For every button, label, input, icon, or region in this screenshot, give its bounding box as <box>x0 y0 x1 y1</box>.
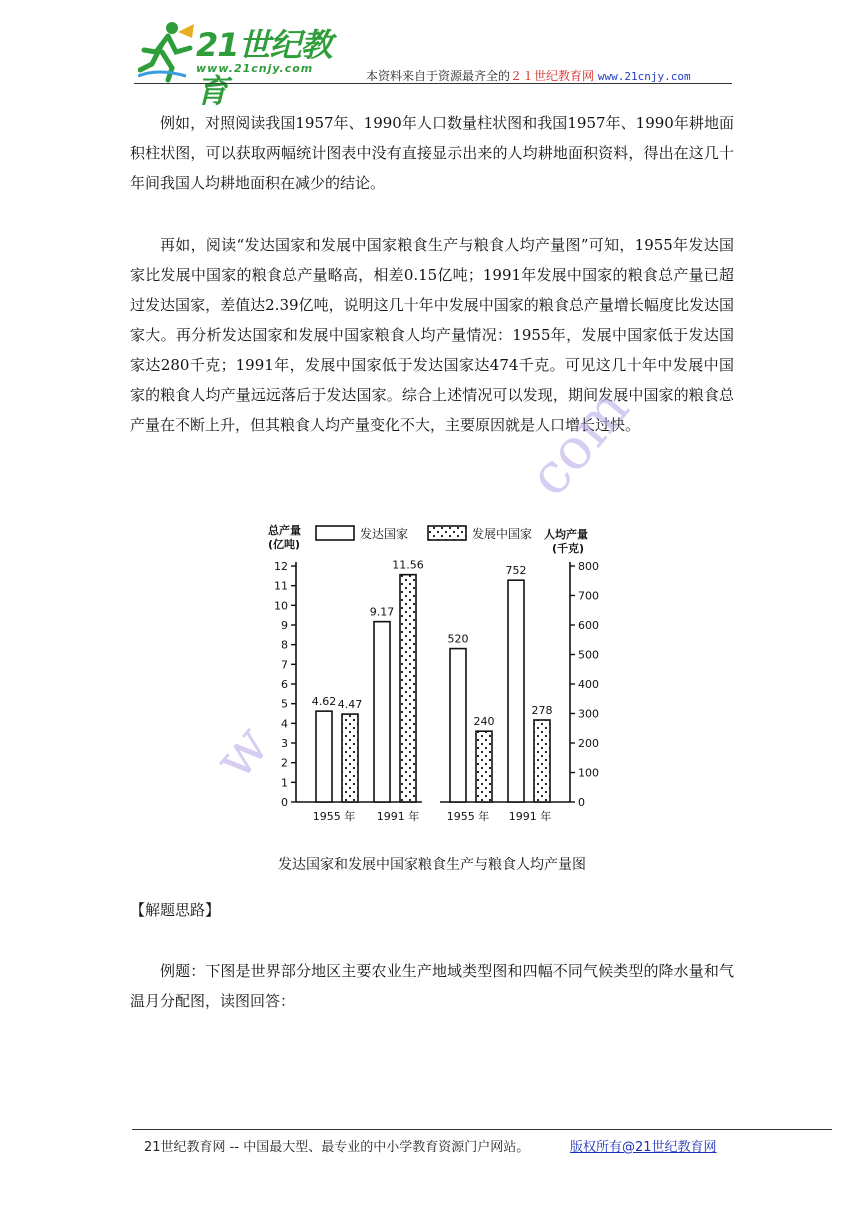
bar-value-label: 278 <box>531 703 553 717</box>
right-axis-tick-label: 400 <box>578 678 599 691</box>
header-source-note <box>366 67 691 84</box>
logo-title: 21世纪教育 <box>196 26 332 110</box>
left-axis-tick-label: 3 <box>281 737 288 750</box>
paragraph-1: 例如，对照阅读我国1957年、1990年人口数量柱状图和我国1957年、1990年耕地面积柱状图，可以获取两幅统计图表中没有直接显示出来的人均耕地面积资料，得出在这几十年间我国人均耕地面积在减少的结论。 <box>130 114 734 192</box>
bar-total-developing-0 <box>342 714 358 802</box>
left-axis-title: 总产量 <box>268 524 301 537</box>
left-axis-tick-label: 2 <box>281 756 288 770</box>
bar-value-label: 4.47 <box>337 698 363 712</box>
right-axis-tick-label: 500 <box>578 648 599 662</box>
bar-value-label: 240 <box>473 715 495 729</box>
page-header <box>0 0 860 110</box>
right-axis-tick-label: 700 <box>578 589 599 603</box>
left-axis-tick-label: 12 <box>274 560 288 573</box>
right-axis-tick-label: 300 <box>578 707 599 721</box>
bar-value-label: 4.62 <box>311 695 337 709</box>
header-note-site[interactable]: ２１世纪教育网 <box>510 69 595 83</box>
bar-percapita-developed-1 <box>508 580 524 802</box>
right-axis-unit: (千克) <box>552 542 585 555</box>
left-axis-tick-label: 1 <box>281 776 288 790</box>
header-divider <box>134 83 732 84</box>
runner-logo-icon <box>138 18 198 84</box>
header-note-prefix: 本资料来自于资源最齐全的 <box>366 69 511 83</box>
bar-value-label: 520 <box>447 632 469 646</box>
left-axis-tick-label: 10 <box>274 599 288 613</box>
right-axis-tick-label: 100 <box>578 766 599 780</box>
left-axis-tick-label: 0 <box>281 796 288 809</box>
left-axis-tick-label: 6 <box>281 678 288 691</box>
category-label: 1991 年 <box>376 810 420 823</box>
right-axis-tick-label: 200 <box>578 737 599 750</box>
right-axis-tick-label: 800 <box>578 560 599 573</box>
footer-divider <box>132 1129 832 1130</box>
category-label: 1955 年 <box>446 810 490 823</box>
left-axis-tick-label: 7 <box>281 658 288 672</box>
grain-chart-svg <box>252 514 612 834</box>
legend-swatch-developed <box>316 526 354 540</box>
logo-url: www.21cnjy.com <box>196 62 314 75</box>
legend-label-developing: 发展中国家 <box>472 527 533 541</box>
chart-caption: 发达国家和发展中国家粮食生产与粮食人均产量图 <box>278 857 586 873</box>
right-axis-tick-label: 600 <box>578 619 599 632</box>
bar-value-label: 752 <box>505 564 527 578</box>
category-label: 1991 年 <box>508 810 552 823</box>
left-axis-tick-label: 5 <box>281 697 288 711</box>
right-axis-tick-label: 0 <box>578 796 585 809</box>
bar-total-developed-0 <box>316 711 332 802</box>
category-label: 1955 年 <box>312 810 356 823</box>
legend-label-developed: 发达国家 <box>360 527 409 541</box>
bar-value-label: 9.17 <box>369 605 395 619</box>
left-axis-tick-label: 11 <box>274 579 288 593</box>
header-note-url[interactable]: www.21cnjy.com <box>597 70 691 83</box>
site-logo[interactable] <box>138 18 348 110</box>
bar-percapita-developed-0 <box>450 649 466 802</box>
paragraph-3: 例题：下图是世界部分地区主要农业生产地域类型图和四幅不同气候类型的降水量和气温月分配图，读图回答： <box>130 962 734 1010</box>
left-axis-tick-label: 9 <box>281 619 288 632</box>
watermark-w: w <box>201 713 283 792</box>
left-axis-unit: (亿吨) <box>268 538 301 551</box>
left-axis-tick-label: 4 <box>281 717 288 731</box>
footer-copyright-link[interactable]: 版权所有@21世纪教育网 <box>570 1140 717 1155</box>
solution-heading: 【解题思路】 <box>130 901 221 919</box>
right-axis-title: 人均产量 <box>544 528 588 541</box>
bar-value-label: 11.56 <box>392 558 424 572</box>
bar-total-developing-1 <box>400 575 416 802</box>
paragraph-2: 再如，阅读“发达国家和发展中国家粮食生产与粮食人均产量图”可知，1955年发达国家比发展中国家的粮食总产量略高，相差0.15亿吨；1991年发展中国家的粮食总产量已超过发达国家，差值达2.39亿吨，说明这几十年中发展中国家的粮食总产量增长幅度比发达国家大。再分析发达国家和发展中国家粮食人均产量情况：1955年，发展中国家低于发达国家达280千克；1991年，发展中国家低于发达国家达474千克。可见这几十年中发展中国家的粮食人均产量远远落后于发达国家。综合上述情况可以发现，期间发展中国家的粮食总产量在不断上升，但其粮食人均产量变化不大，主要原因就是人口增长过快。 <box>130 236 734 434</box>
watermark-com: com <box>516 376 642 509</box>
left-axis-tick-label: 8 <box>281 638 288 652</box>
grain-chart <box>252 514 612 834</box>
bar-percapita-developing-1 <box>534 720 550 802</box>
footer-text: 21世纪教育网 -- 中国最大型、最专业的中小学教育资源门户网站。 <box>144 1140 530 1155</box>
bar-percapita-developing-0 <box>476 731 492 802</box>
bar-total-developed-1 <box>374 622 390 802</box>
legend-swatch-developing <box>428 526 466 540</box>
